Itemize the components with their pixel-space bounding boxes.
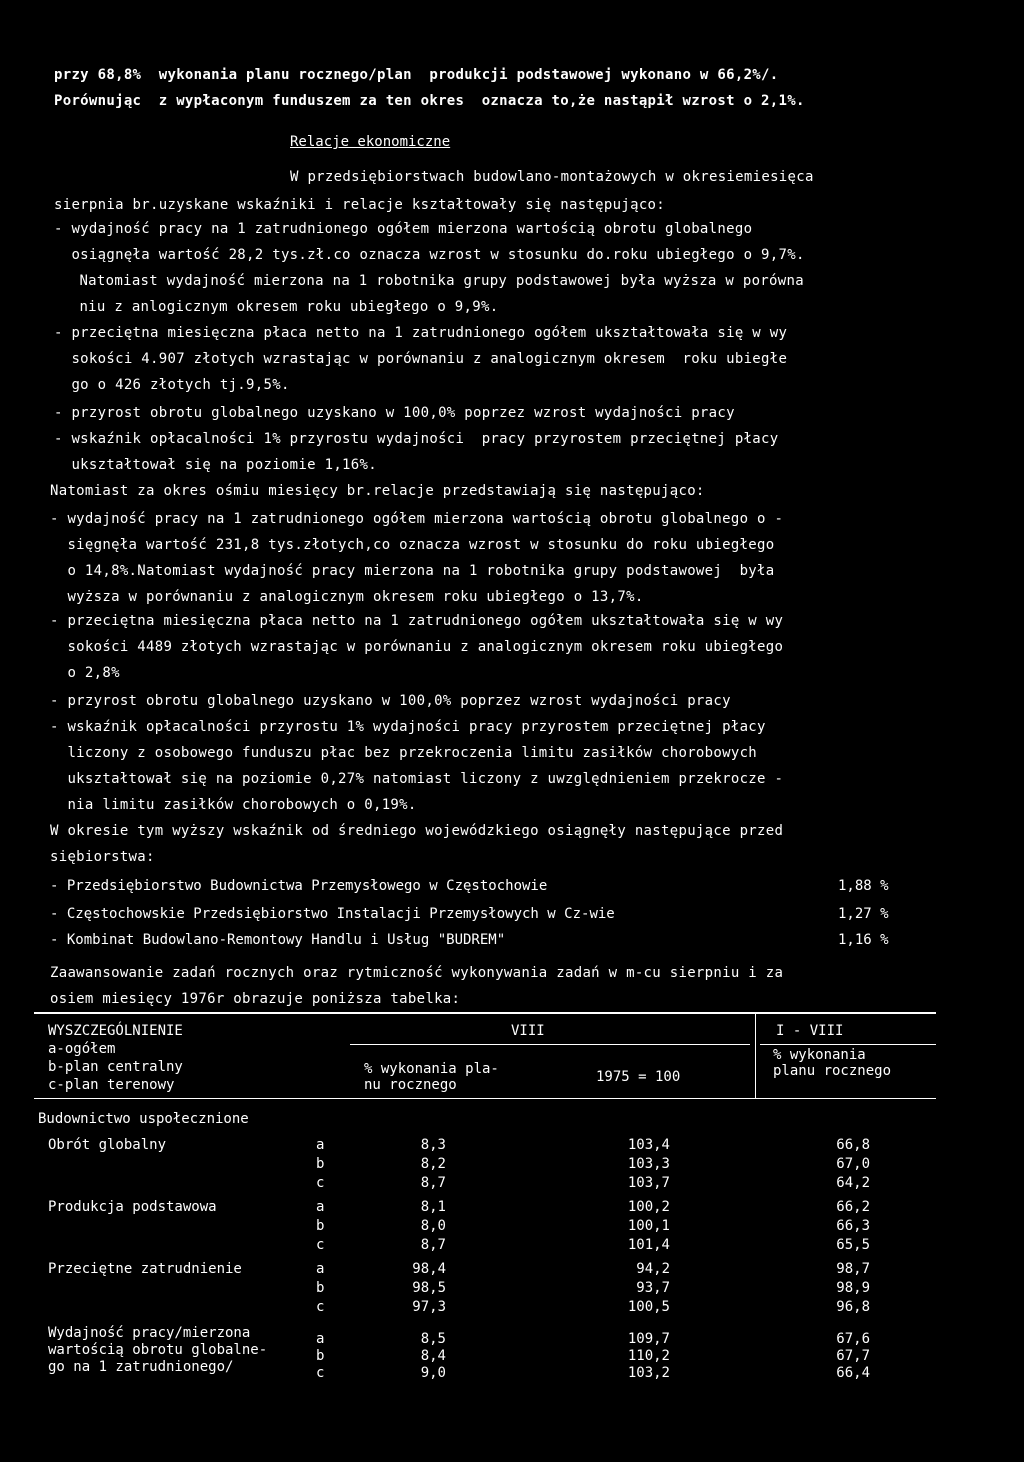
header-left-2: a-ogółem [48, 1041, 116, 1057]
cum-sub-rule [760, 1044, 936, 1045]
header-viii-sub1-line1: % wykonania pla- [364, 1061, 499, 1077]
table-row-label: wartością obrotu globalne- [48, 1342, 268, 1358]
table-cell-value: 103,4 [627, 1137, 670, 1153]
table-cell-value: 97,3 [412, 1299, 446, 1315]
table-cell-value: 66,4 [836, 1365, 870, 1381]
intro-line-2: Porównując z wypłaconym funduszem za ten okres oznacza to,że nastąpił wzrost o 2,1%. [54, 93, 805, 109]
body-line: nia limitu zasiłków chorobowych o 0,19%. [50, 797, 417, 813]
header-left-4: c-plan terenowy [48, 1077, 175, 1093]
table-cell-key: c [316, 1175, 325, 1191]
table-top-rule [34, 1012, 936, 1014]
table-cell-key: b [316, 1156, 325, 1172]
table-row-label: go na 1 zatrudnionego/ [48, 1359, 234, 1375]
header-cum-sub-line1: % wykonania [773, 1047, 866, 1063]
body-line: liczony z osobowego funduszu płac bez przekroczenia limitu zasiłków chorobowych [50, 745, 758, 761]
section-heading: Relacje ekonomiczne [290, 134, 451, 150]
body-line: - przyrost obrotu globalnego uzyskano w 100,0% poprzez wzrost wydajności pracy [54, 405, 735, 421]
table-cell-key: a [316, 1137, 325, 1153]
table-cell-key: c [316, 1299, 325, 1315]
table-row-label: Obrót globalny [48, 1137, 167, 1153]
firm-value: 1,88 % [838, 878, 889, 894]
table-cell-value: 66,8 [836, 1137, 870, 1153]
body-line: sierpnia br.uzyskane wskaźniki i relacje kształtowały się następująco: [54, 197, 666, 213]
body-line: osiągnęła wartość 28,2 tys.zł.co oznacza wzrost w stosunku do.roku ubiegłego o 9,7%. [54, 247, 805, 263]
table-cell-key: a [316, 1261, 325, 1277]
table-cell-value: 8,4 [420, 1348, 446, 1364]
body-line: sięgnęła wartość 231,8 tys.złotych,co oznacza wzrost w stosunku do roku ubiegłego [50, 537, 775, 553]
firm-name: - Częstochowskie Przedsiębiorstwo Instalacji Przemysłowych w Cz-wie [50, 906, 615, 922]
header-viii-sub1-line2: nu rocznego [364, 1077, 457, 1093]
table-cell-key: c [316, 1237, 325, 1253]
table-cell-value: 94,2 [636, 1261, 670, 1277]
table-cell-value: 8,3 [420, 1137, 446, 1153]
table-cell-key: b [316, 1280, 325, 1296]
body-line: - wydajność pracy na 1 zatrudnionego ogółem mierzona wartością obrotu globalnego o - [50, 511, 784, 527]
header-viii: VIII [511, 1023, 545, 1039]
body-line: - przeciętna miesięczna płaca netto na 1 zatrudnionego ogółem ukształtowała się w wy [50, 613, 784, 629]
table-header-rule [34, 1098, 936, 1099]
body-line: ukształtował się na poziomie 0,27% natomiast liczony z uwzględnieniem przekrocze - [50, 771, 784, 787]
firm-name: - Przedsiębiorstwo Budownictwa Przemysłowego w Częstochowie [50, 878, 548, 894]
header-cum-sub-line2: planu rocznego [773, 1063, 892, 1079]
table-cell-value: 8,0 [420, 1218, 446, 1234]
table-row-label: Produkcja podstawowa [48, 1199, 217, 1215]
table-cell-value: 98,5 [412, 1280, 446, 1296]
table-cell-key: a [316, 1199, 325, 1215]
body-line: Natomiast wydajność mierzona na 1 robotnika grupy podstawowej była wyższa w porówna [62, 273, 804, 289]
table-cell-value: 66,2 [836, 1199, 870, 1215]
body-line: o 2,8% [50, 665, 120, 681]
table-col-divider-1 [755, 1014, 756, 1098]
body-line: W przedsiębiorstwach budowlano-montażowych w okresiemiesięca [290, 169, 814, 185]
closing-line-2: osiem miesięcy 1976r obrazuje poniższa tabelka: [50, 991, 461, 1007]
closing-line-1: Zaawansowanie zadań rocznych oraz rytmiczność wykonywania zadań w m-cu sierpniu i za [50, 965, 784, 981]
table-cell-value: 67,6 [836, 1331, 870, 1347]
table-cell-value: 103,7 [627, 1175, 670, 1191]
table-cell-value: 98,9 [836, 1280, 870, 1296]
body-line: ukształtował się na poziomie 1,16%. [54, 457, 377, 473]
body-line: W okresie tym wyższy wskaźnik od średniego wojewódzkiego osiągnęły następujące przed [50, 823, 784, 839]
table-cell-value: 100,2 [627, 1199, 670, 1215]
firm-value: 1,16 % [838, 932, 889, 948]
table-section-label: Budownictwo uspołecznione [38, 1111, 249, 1127]
body-line: sokości 4489 złotych wzrastając w porównaniu z analogicznym okresem roku ubiegłego [50, 639, 784, 655]
table-cell-value: 98,4 [412, 1261, 446, 1277]
body-line: - wskaźnik opłacalności przyrostu 1% wydajności pracy przyrostem przeciętnej płacy [50, 719, 766, 735]
header-cum: I - VIII [776, 1023, 844, 1039]
table-cell-value: 103,3 [627, 1156, 670, 1172]
table-cell-value: 93,7 [636, 1280, 670, 1296]
body-line: - wydajność pracy na 1 zatrudnionego ogółem mierzona wartością obrotu globalnego [54, 221, 753, 237]
body-line: wyższa w porównaniu z analogicznym okresem roku ubiegłego o 13,7%. [50, 589, 644, 605]
firm-value: 1,27 % [838, 906, 889, 922]
table-cell-value: 9,0 [420, 1365, 446, 1381]
body-line: niu z anlogicznym okresem roku ubiegłego o 9,9%. [62, 299, 499, 315]
table-cell-value: 100,1 [627, 1218, 670, 1234]
table-cell-value: 101,4 [627, 1237, 670, 1253]
table-row-label: Przeciętne zatrudnienie [48, 1261, 242, 1277]
table-cell-key: b [316, 1348, 325, 1364]
table-cell-value: 110,2 [627, 1348, 670, 1364]
body-line: o 14,8%.Natomiast wydajność pracy mierzona na 1 robotnika grupy podstawowej była [50, 563, 775, 579]
table-cell-key: c [316, 1365, 325, 1381]
table-cell-value: 64,2 [836, 1175, 870, 1191]
body-line: sokości 4.907 złotych wzrastając w porównaniu z analogicznym okresem roku ubiegłe [54, 351, 788, 367]
table-cell-key: a [316, 1331, 325, 1347]
viii-sub-rule [350, 1044, 750, 1045]
table-cell-value: 8,2 [420, 1156, 446, 1172]
header-viii-sub2: 1975 = 100 [596, 1069, 681, 1085]
table-cell-value: 96,8 [836, 1299, 870, 1315]
table-cell-value: 8,7 [420, 1175, 446, 1191]
table-cell-key: b [316, 1218, 325, 1234]
table-row-label: Wydajność pracy/mierzona [48, 1325, 251, 1341]
body-line: Natomiast za okres ośmiu miesięcy br.relacje przedstawiają się następująco: [50, 483, 705, 499]
intro-line-1: przy 68,8% wykonania planu rocznego/plan produkcji podstawowej wykonano w 66,2%/. [54, 67, 779, 83]
table-cell-value: 65,5 [836, 1237, 870, 1253]
header-left-1: WYSZCZEGÓLNIENIE [48, 1023, 183, 1039]
table-cell-value: 67,7 [836, 1348, 870, 1364]
body-line: - wskaźnik opłacalności 1% przyrostu wydajności pracy przyrostem przeciętnej płacy [54, 431, 779, 447]
body-line: siębiorstwa: [50, 849, 155, 865]
table-cell-value: 8,7 [420, 1237, 446, 1253]
firm-name: - Kombinat Budowlano-Remontowy Handlu i Usług "BUDREM" [50, 932, 506, 948]
header-left-3: b-plan centralny [48, 1059, 183, 1075]
table-cell-value: 67,0 [836, 1156, 870, 1172]
body-line: go o 426 złotych tj.9,5%. [54, 377, 290, 393]
table-cell-value: 8,1 [420, 1199, 446, 1215]
table-cell-value: 8,5 [420, 1331, 446, 1347]
body-line: - przeciętna miesięczna płaca netto na 1 zatrudnionego ogółem ukształtowała się w wy [54, 325, 788, 341]
table-cell-value: 100,5 [627, 1299, 670, 1315]
table-cell-value: 66,3 [836, 1218, 870, 1234]
table-cell-value: 103,2 [627, 1365, 670, 1381]
body-line: - przyrost obrotu globalnego uzyskano w 100,0% poprzez wzrost wydajności pracy [50, 693, 731, 709]
table-cell-value: 109,7 [627, 1331, 670, 1347]
table-cell-value: 98,7 [836, 1261, 870, 1277]
